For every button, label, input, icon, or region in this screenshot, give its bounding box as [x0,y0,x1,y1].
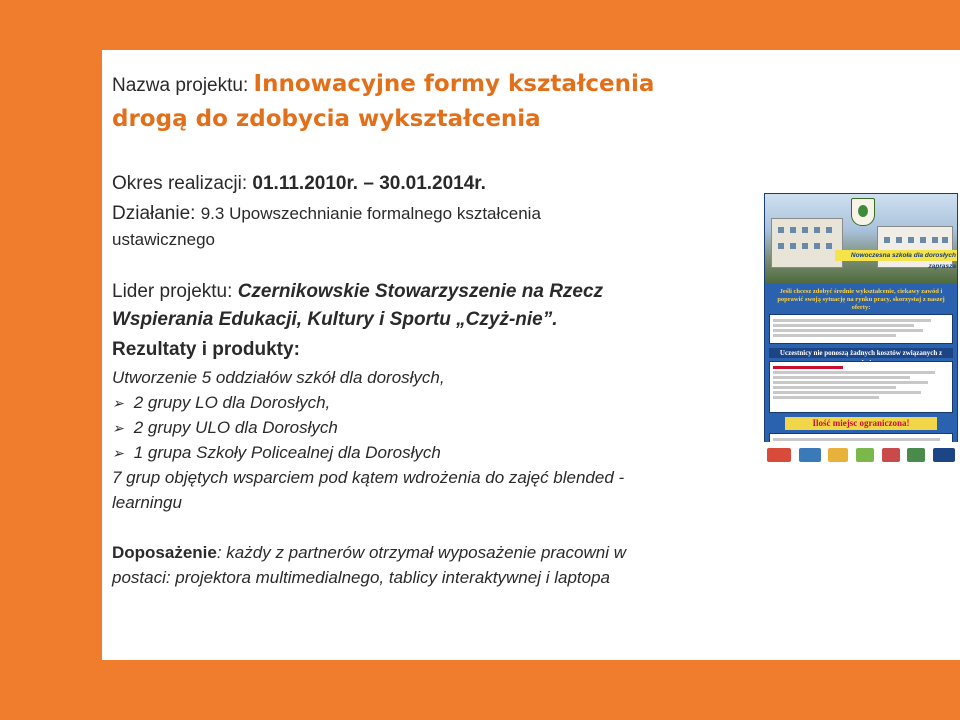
arrow-bullet-icon: ➢ [112,420,124,436]
period-row [112,172,486,196]
equipment-label: Doposażenie [112,543,217,562]
action-value: 9.3 Upowszechnianie formalnego kształcenia [200,204,541,223]
leader-value: Czernikowskie Stowarzyszenie na Rzecz [237,281,604,302]
school-building-image [771,218,843,268]
poster-band-free: Uczestnicy nie ponoszą żadnych kosztów związanych z [769,348,953,358]
results-item [112,391,330,415]
arrow-bullet-icon: ➢ [112,395,124,411]
project-title-line1: Innowacyjne formy kształcenia [253,71,655,97]
project-name-label: Nazwa projektu: [112,75,254,96]
slide-content [102,50,960,660]
eu-flag-icon [933,448,955,462]
school-photo [765,194,957,284]
project-poster [764,193,958,467]
partner-logo-icon [828,448,848,462]
results-summary: 7 grup objętych wsparciem pod kątem wdrożenia do zajęć blended - [112,468,625,487]
action-label: Działanie: [112,203,201,224]
results-intro: Utworzenie 5 oddziałów szkół dla dorosłych, [112,368,445,387]
arrow-bullet-icon: ➢ [112,445,124,461]
leader-row [112,280,603,304]
poster-band-limited: Ilość miejsc ograniczona! [785,417,937,430]
results-item-text: 2 grupy LO dla Dorosłych, [133,393,331,412]
results-item [112,416,338,440]
action-row [112,202,541,226]
partner-logo-icon [856,448,874,462]
leader-value-line2: Wspierania Edukacji, Kultury i Sportu „Czyż-nie”. [112,309,558,330]
project-title-line2: drogą do zdobycia wykształcenia [112,106,541,132]
results-summary-line2: learningu [112,493,182,512]
poster-ribbon: Nowoczesna szkoła dla dorosłych zaprasza [835,250,958,261]
poster-offer-box [769,361,953,413]
partner-logo-icon [882,448,900,462]
results-item-text: 1 grupa Szkoły Policealnej dla Dorosłych [133,443,441,462]
school-crest-icon [851,198,875,226]
results-heading: Rezultaty i produkty: [112,339,300,360]
poster-info-box [769,314,953,344]
period-value: 01.11.2010r. – 30.01.2014r. [252,173,486,194]
period-label: Okres realizacji: [112,173,253,194]
action-value-line2: ustawicznego [112,230,216,249]
results-item [112,441,441,465]
project-title-row2 [112,107,541,133]
leader-label: Lider projektu: [112,281,238,302]
equipment-text: : każdy z partnerów otrzymał wyposażenie pracowni w [216,543,626,562]
partner-logo-icon [907,448,925,462]
results-item-text: 2 grupy ULO dla Dorosłych [133,418,338,437]
poster-headline: Jeśli chcesz zdobyć średnie wykształcenie, ciekawy zawód i poprawić swoją sytuację na rynku pracy, skorzystaj z naszej oferty: [777,288,945,311]
equipment-row [112,541,626,565]
partner-logo-icon [799,448,821,462]
equipment-text-line2: postaci: projektora multimedialnego, tablicy interaktywnej i laptopa [112,568,610,587]
human-capital-logo-icon [767,448,791,462]
funding-logos-strip [764,442,958,468]
project-name [112,72,654,98]
